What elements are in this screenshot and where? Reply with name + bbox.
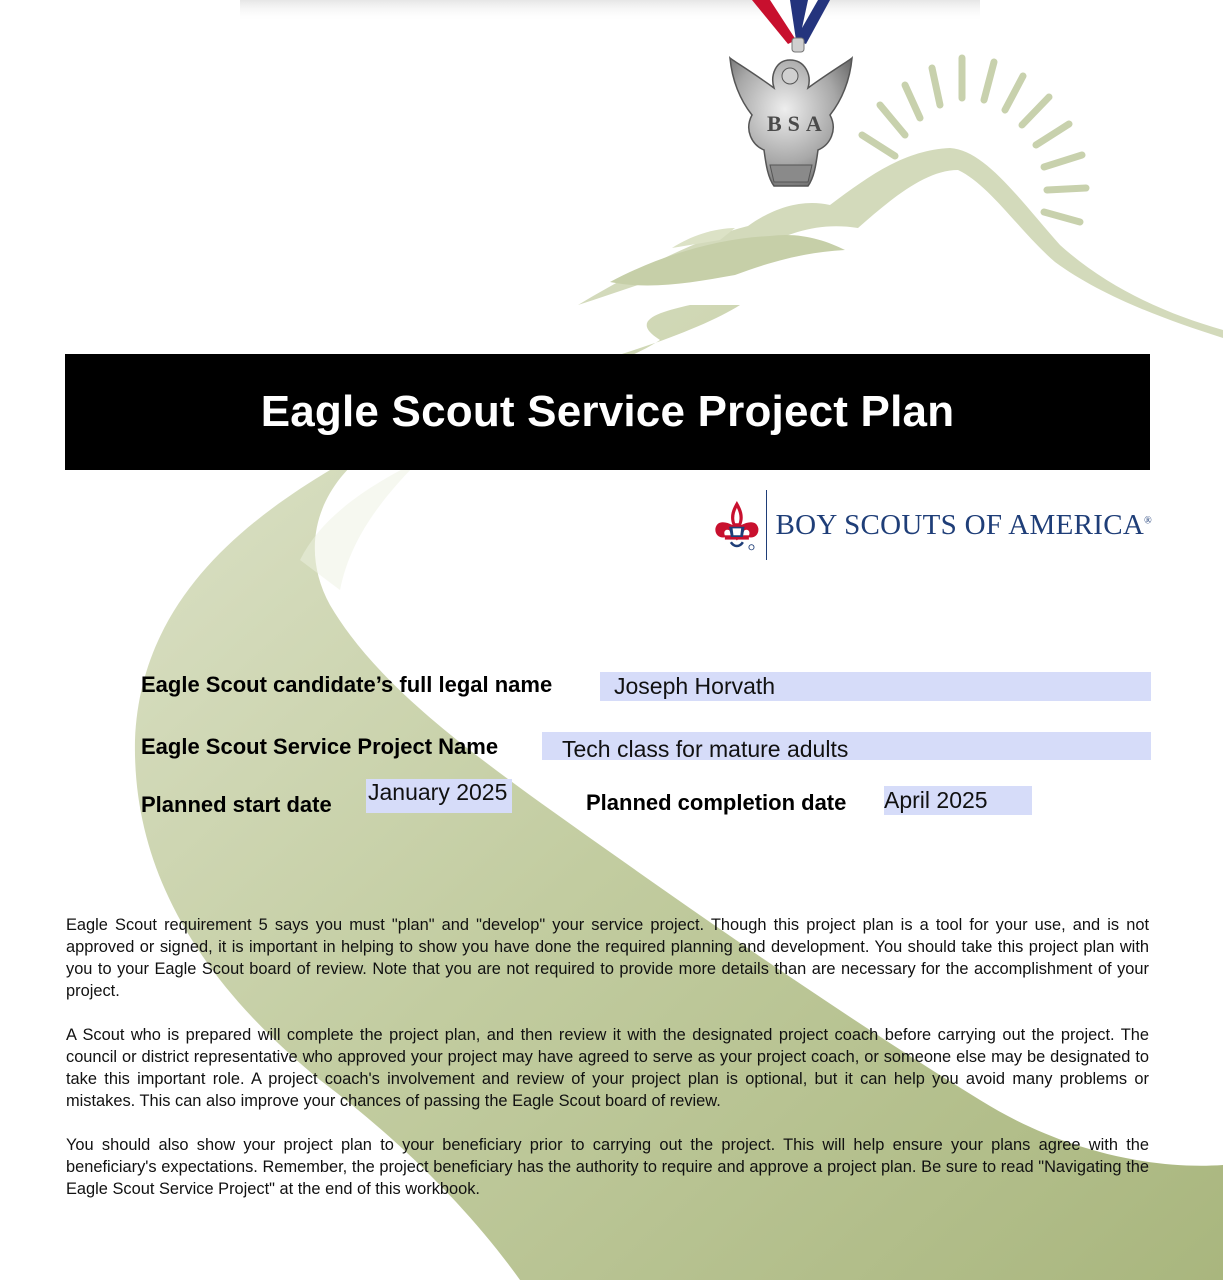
completion-date-label: Planned completion date (586, 790, 847, 815)
logo-divider (766, 490, 768, 560)
sunrise-rays (862, 58, 1086, 222)
eagle-medal (730, 58, 852, 186)
svg-text:BSA: BSA (767, 111, 828, 136)
candidate-name-field[interactable]: Joseph Horvath (600, 672, 1151, 701)
paragraph-requirement: Eagle Scout requirement 5 says you must "plan" and "develop" your service project. Though this project plan is a tool for your use, and is not approved or signed, it is important in helping to show you have done the required planning and development. You should take this project plan with you to your Eagle Scout board of review. Note that you are not required to provide more details than are necessary for the accomplishment of your project. (66, 916, 1149, 1000)
paragraph-beneficiary: You should also show your project plan to your beneficiary prior to carrying out the project. This will help ensure your plans agree with the beneficiary's expectations. Remember, the project beneficiary has the authority to require and approve a project plan. Be sure to read "Navigating the Eagle Scout Service Project" at the end of this workbook. (66, 1136, 1149, 1198)
start-date-field[interactable]: January 2025 (366, 779, 512, 813)
medal-ribbon (752, 0, 830, 52)
project-name-label: Eagle Scout Service Project Name (141, 734, 499, 759)
start-date-label: Planned start date (141, 792, 332, 817)
organization-name: BOY SCOUTS OF AMERICA® (775, 508, 1152, 541)
paragraph-project-coach: A Scout who is prepared will complete the project plan, and then review it with the designated project coach before carrying out the project. The council or district representative who approved your project may have agreed to serve as your project coach, or someone else may be designated to take this important role. A project coach's involvement and review of your project plan is optional, but it can help you avoid many problems or mistakes. This can also improve your chances of passing the Eagle Scout board of review. (66, 1026, 1149, 1110)
candidate-name-label: Eagle Scout candidate’s full legal name (141, 672, 553, 697)
project-name-field[interactable]: Tech class for mature adults (542, 732, 1151, 760)
page-title: Eagle Scout Service Project Plan (260, 387, 955, 436)
bsa-logo (712, 488, 1152, 562)
fleur-de-lis-icon (712, 493, 762, 557)
title-bar (65, 354, 1150, 470)
completion-date-field[interactable]: April 2025 (884, 786, 1032, 815)
top-shadow (240, 0, 980, 22)
